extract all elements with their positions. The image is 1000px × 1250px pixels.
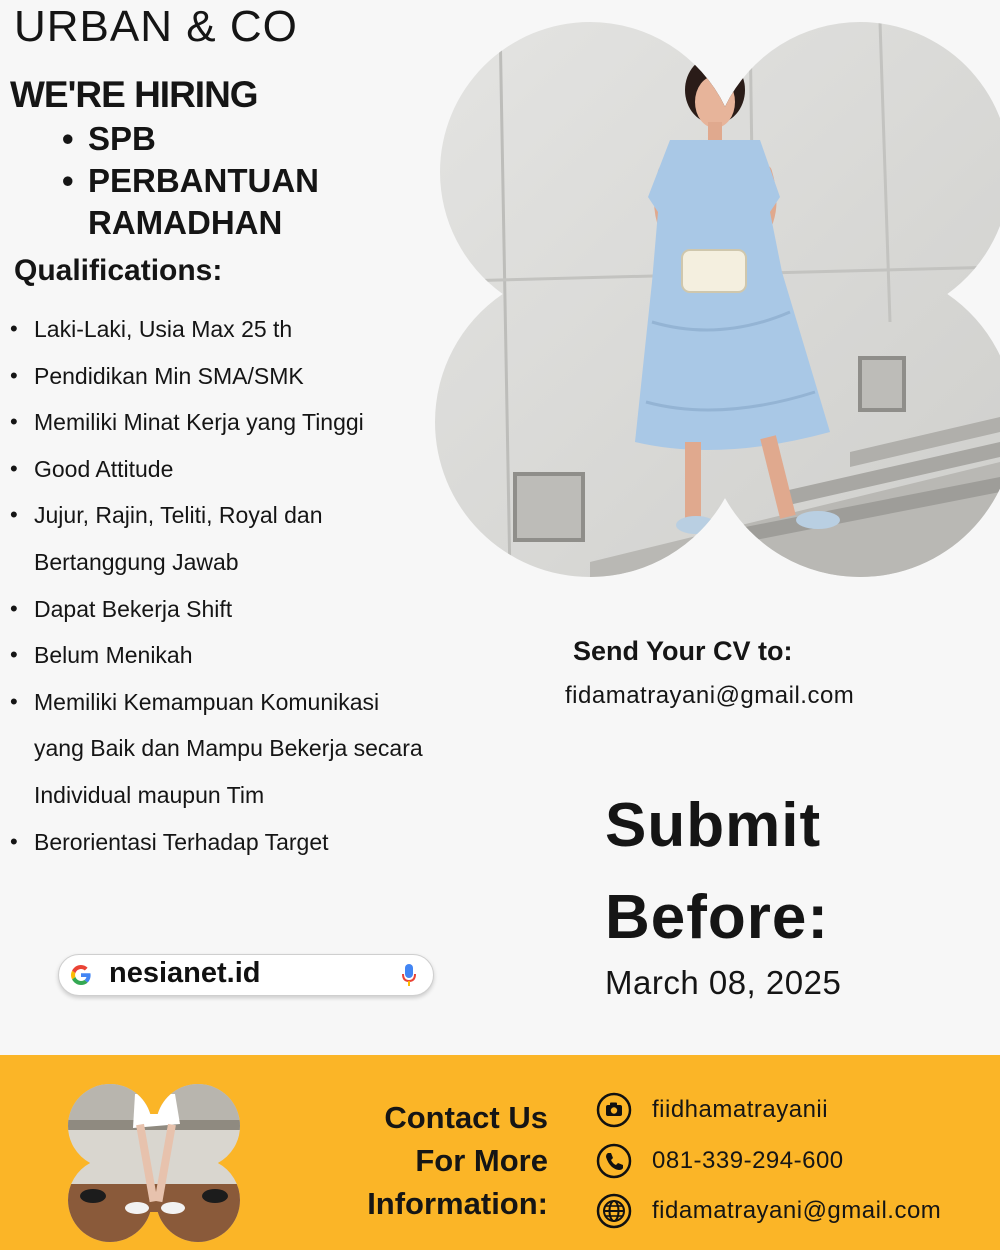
globe-icon bbox=[596, 1193, 632, 1229]
qualification-item-continued: Individual maupun Tim bbox=[34, 781, 265, 808]
model-photo bbox=[420, 22, 1000, 578]
deadline-date: March 08, 2025 bbox=[605, 964, 842, 1001]
qualification-item-continued: Bertanggung Jawab bbox=[34, 548, 239, 575]
google-icon bbox=[69, 963, 93, 987]
shoes-photo bbox=[65, 1084, 243, 1247]
hiring-title: WE'RE HIRING bbox=[10, 74, 258, 115]
qualification-item-continued: yang Baik dan Mampu Bekerja secara bbox=[34, 735, 423, 762]
send-cv-email[interactable]: fidamatrayani@gmail.com bbox=[565, 682, 855, 709]
phone-number: 081-339-294-600 bbox=[652, 1147, 844, 1174]
shoes-photo-illustration bbox=[65, 1084, 243, 1242]
instagram-handle: fiidhamatrayanii bbox=[652, 1096, 829, 1123]
position-item: • SPB bbox=[62, 118, 319, 160]
search-text: nesianet.id bbox=[109, 957, 261, 989]
contact-email-address: fidamatrayani@gmail.com bbox=[652, 1197, 942, 1224]
positions-list bbox=[62, 118, 319, 244]
phone-icon bbox=[596, 1143, 632, 1179]
qualifications-title: Qualifications: bbox=[14, 254, 223, 287]
qualification-item: • Memiliki Minat Kerja yang Tinggi bbox=[10, 399, 530, 446]
submit-line-2: Before: bbox=[605, 883, 830, 952]
mic-icon[interactable] bbox=[401, 963, 417, 987]
qualification-item: • Memiliki Kemampuan Komunikasi bbox=[10, 679, 530, 726]
search-bar[interactable] bbox=[58, 954, 434, 996]
qualification-item: • Laki-Laki, Usia Max 25 th bbox=[10, 306, 530, 353]
model-photo-illustration bbox=[420, 22, 1000, 578]
submit-before-heading bbox=[605, 780, 829, 964]
contact-title bbox=[367, 1096, 548, 1225]
qualification-item: • Pendidikan Min SMA/SMK bbox=[10, 353, 530, 400]
qualification-item: • Berorientasi Terhadap Target bbox=[10, 819, 530, 866]
camera-icon bbox=[596, 1092, 632, 1128]
contact-phone[interactable] bbox=[596, 1141, 844, 1181]
contact-email[interactable] bbox=[596, 1191, 941, 1231]
send-cv-title: Send Your CV to: bbox=[573, 636, 793, 666]
contact-title-line: Information: bbox=[367, 1186, 548, 1221]
contact-title-line: For More bbox=[415, 1143, 548, 1178]
qualification-item: • Belum Menikah bbox=[10, 632, 530, 679]
position-item: • PERBANTUAN bbox=[62, 160, 319, 202]
position-item-continued: RAMADHAN bbox=[88, 204, 283, 241]
contact-instagram[interactable] bbox=[596, 1090, 828, 1130]
contact-title-line: Contact Us bbox=[384, 1100, 548, 1135]
qualification-item: • Jujur, Rajin, Teliti, Royal dan bbox=[10, 492, 530, 539]
qualification-item: • Dapat Bekerja Shift bbox=[10, 586, 530, 633]
qualification-item: • Good Attitude bbox=[10, 446, 530, 493]
submit-line-1: Submit bbox=[605, 791, 822, 860]
brand-name: URBAN & CO bbox=[14, 2, 298, 51]
